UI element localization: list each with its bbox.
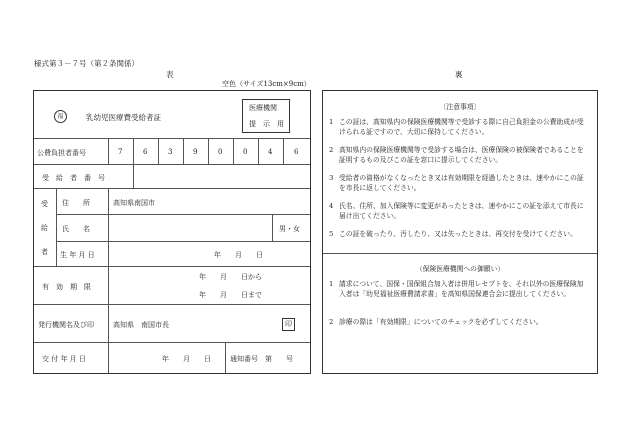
validity-label: 有 効 期 限 <box>42 283 91 291</box>
address-value: 高知県南国市 <box>113 199 155 207</box>
payer-digit: 6 <box>294 148 299 156</box>
medical-label-2: 提 示 用 <box>249 120 284 128</box>
validity-row <box>34 267 310 305</box>
request-text: 請求について、国保・国保組合加入者は併用レセプトを、それ以外の医療保険加入者は「幼児福祉医療費請求書」を高知県国保連合会に提出してください。 <box>339 280 584 298</box>
back-side-label: 裏 <box>455 70 463 79</box>
address-label: 住 所 <box>62 199 90 207</box>
emblem-icon: 福 <box>54 110 67 123</box>
validity-to: 年 月 日まで <box>199 291 262 299</box>
recipient-block <box>34 189 310 267</box>
notice-number: 3 <box>329 174 334 182</box>
certificate-front <box>33 90 311 374</box>
notice-item <box>329 173 589 193</box>
request-title: （保険医療機関への御願い） <box>415 265 505 273</box>
birth-date-label: 生 年 月 日 <box>60 251 95 259</box>
recipient-vertical-char: 受 <box>41 200 48 208</box>
blank-size-note: 空色（サイズ13cm×9cm） <box>222 80 311 88</box>
payer-number-label: 公費負担者番号 <box>37 149 86 157</box>
notice-text: 高知県内の保険医療機関等で受診する場合は、医療保険の被保険者であることを証明するもの及びこの証を窓口に提示してください。 <box>339 146 584 164</box>
issuer-row <box>34 305 310 343</box>
payer-digit: 0 <box>218 148 223 156</box>
payer-number-row <box>34 139 310 165</box>
medical-label-1: 医療機関 <box>249 104 277 112</box>
notice-text: 氏名、住所、加入保険等に変更があったときは、速やかにこの証を添えて市長に届け出てください。 <box>339 202 584 220</box>
notice-number: 4 <box>329 202 334 210</box>
request-number: 1 <box>329 280 334 288</box>
delivery-value: 年 月 日 <box>162 355 211 363</box>
notice-item <box>329 201 589 221</box>
certificate-title: 乳幼児医療費受給者証 <box>86 113 161 122</box>
recipient-vertical-char: 給 <box>41 224 48 232</box>
issuer-value: 高知県 南国市長 <box>113 321 169 329</box>
notice-text: この証を破ったり、汚したり、又は失ったときは、再交付を受けてください。 <box>339 230 577 238</box>
notice-text: 受給者の資格がなくなったとき又は有効期限を経過したときは、速やかにこの証を市長に返してください。 <box>339 174 584 192</box>
delivery-row <box>34 343 310 373</box>
recipient-number-row <box>34 165 310 189</box>
payer-digit: 7 <box>118 148 123 156</box>
recipient-vertical-char: 者 <box>41 248 48 256</box>
gender-options: 男・女 <box>279 225 300 233</box>
issuer-label: 発行機関名及び印 <box>38 321 94 329</box>
delivery-label: 交 付 年 月 日 <box>42 355 86 363</box>
notice-number: 5 <box>329 230 334 238</box>
recipient-number-label: 受 給 者 番 号 <box>42 174 105 182</box>
notice-title: 〔注意事項〕 <box>439 103 481 111</box>
notice-number: 通知番号 第 号 <box>230 355 293 363</box>
certificate-back <box>322 90 598 374</box>
notice-item <box>329 229 589 239</box>
notice-item <box>329 117 589 137</box>
form-title: 様式第３－７号（第２条関係） <box>34 59 139 68</box>
front-side-label: 表 <box>166 70 174 79</box>
birth-date-value: 年 月 日 <box>214 251 263 259</box>
payer-digit: 6 <box>143 148 148 156</box>
medical-presentation-box <box>242 99 290 133</box>
request-number: 2 <box>329 318 334 326</box>
payer-digit: 4 <box>268 148 273 156</box>
notice-item <box>329 145 589 165</box>
name-label: 氏 名 <box>62 225 90 233</box>
payer-digit: 3 <box>168 148 173 156</box>
section-divider <box>323 253 597 254</box>
seal-icon: 印 <box>282 318 295 331</box>
request-item <box>329 279 589 299</box>
notice-number: 1 <box>329 118 334 126</box>
payer-digit: 9 <box>193 148 198 156</box>
payer-digit: 0 <box>243 148 248 156</box>
notice-number: 2 <box>329 146 334 154</box>
notice-text: この証は、高知県内の保険医療機関等で受診する際に自己負担金の公費助成が受けられる証ですので、大切に保持してください。 <box>339 118 584 136</box>
validity-from: 年 月 日から <box>199 273 262 281</box>
header-row <box>34 91 310 139</box>
request-text: 診療の際は「有効期限」についてのチェックを必ずしてください。 <box>339 318 543 326</box>
request-item <box>329 317 589 327</box>
